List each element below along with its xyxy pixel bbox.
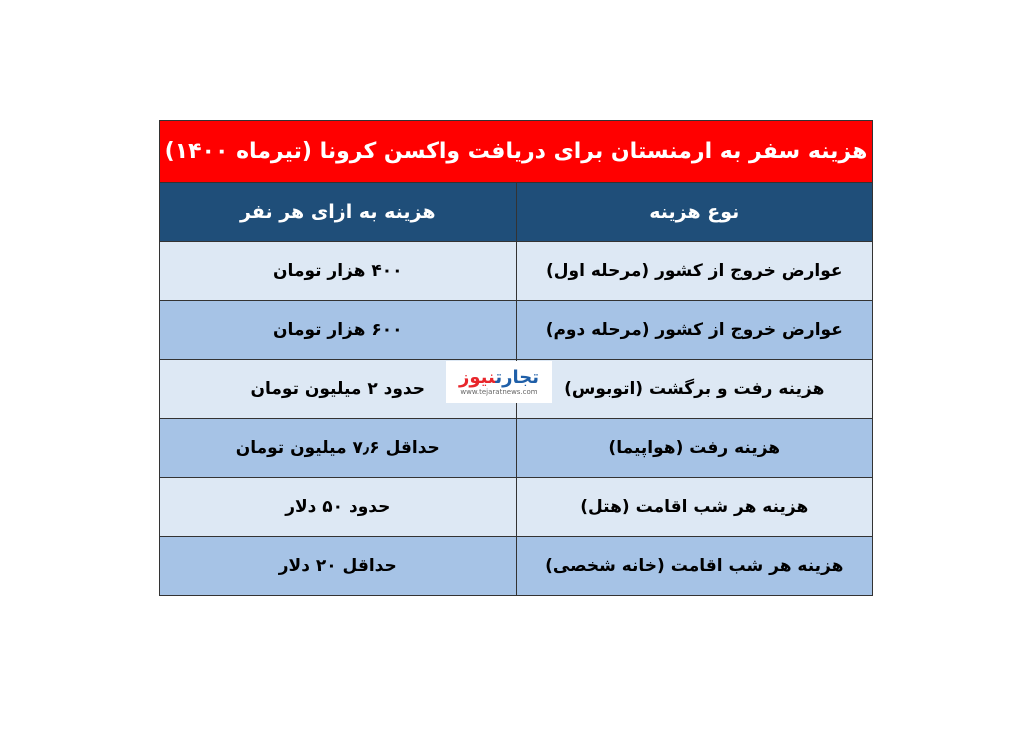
row-cost-value: ۶۰۰ هزار تومان (273, 320, 403, 340)
cost-table (159, 120, 873, 596)
table-row (160, 242, 872, 301)
row-cost-value: ۴۰۰ هزار تومان (273, 261, 403, 281)
row-cost-type: عوارض خروج از کشور (مرحله دوم) (516, 301, 873, 359)
row-cost-type: هزینه هر شب اقامت (هتل) (516, 478, 873, 536)
table-row (160, 537, 872, 595)
watermark-logo-part-b: نیوز (459, 366, 496, 388)
row-cost-type: هزینه رفت (هواپیما) (516, 419, 873, 477)
table-row (160, 478, 872, 537)
row-cost-type: هزینه رفت و برگشت (اتوبوس) (516, 360, 873, 418)
watermark-logo-text (459, 368, 539, 388)
table-title: هزینه سفر به ارمنستان برای دریافت واکسن کرونا (تیرماه ۱۴۰۰) (160, 121, 872, 183)
table-row (160, 419, 872, 478)
header-cost-per-person: هزینه به ازای هر نفر (239, 201, 436, 223)
table-row (160, 301, 872, 360)
row-cost-value: حدود ۵۰ دلار (285, 497, 391, 517)
row-cost-type: عوارض خروج از کشور (مرحله اول) (516, 242, 873, 300)
table-header-row (160, 183, 872, 242)
row-cost-value: حدود ۲ میلیون تومان (250, 379, 425, 399)
tejaratnews-watermark-logo (446, 361, 552, 403)
row-cost-value: حداقل ۷٫۶ میلیون تومان (235, 438, 440, 458)
row-cost-value: حداقل ۲۰ دلار (278, 556, 397, 576)
watermark-url: www.tejaratnews.com (460, 387, 538, 396)
watermark-logo-part-a: تجارت (495, 366, 539, 388)
header-cost-type: نوع هزینه (516, 183, 873, 241)
row-cost-type: هزینه هر شب اقامت (خانه شخصی) (516, 537, 873, 595)
